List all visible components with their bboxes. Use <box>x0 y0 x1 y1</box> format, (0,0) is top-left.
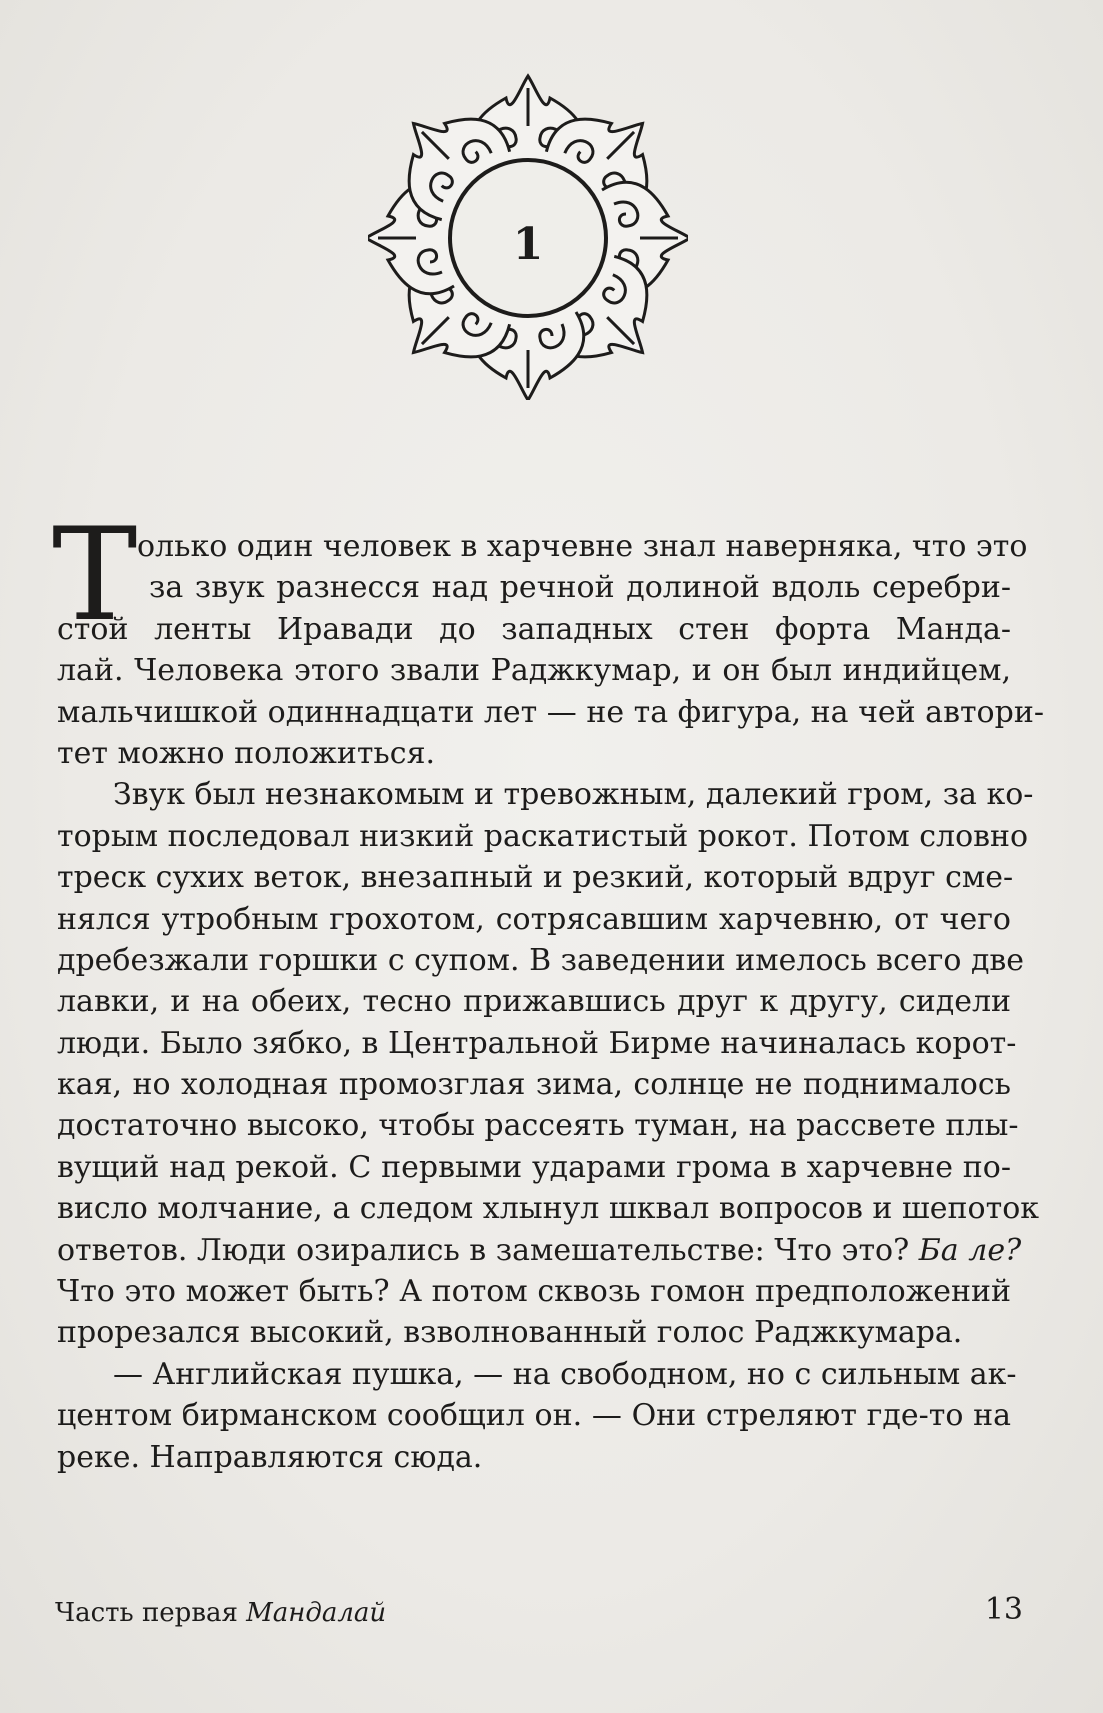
paragraph-1 <box>52 501 1044 774</box>
text-line: кая, но холодная промозглая зима, солнце не поднималось <box>57 1067 1011 1103</box>
text-line: Что это может быть? А потом сквозь гомон предположений <box>57 1274 1011 1310</box>
text-line: лай. Человека этого звали Раджкумар, и он был индийцем, <box>57 653 1011 689</box>
paragraph-2 <box>57 774 1040 1353</box>
text-line: прорезался высокий, взволнованный голос Раджкумара. <box>57 1315 963 1351</box>
text-line: центом бирманском сообщил он. — Они стреляют где-то на <box>57 1398 1011 1434</box>
page-number: 13 <box>984 1592 1023 1627</box>
text-line-with-italic <box>57 1230 1022 1271</box>
text-line: треск сухих веток, внезапный и резкий, который вдруг сме- <box>57 860 1014 896</box>
text-line: лавки, и на обеих, тесно прижавшись друг к другу, сидели <box>57 984 1011 1020</box>
text-line: за звук разнесся над речной долиной вдоль серебри- <box>149 570 1011 606</box>
part-label: Часть первая <box>55 1598 238 1628</box>
text-line: люди. Было зябко, в Центральной Бирме начиналась корот- <box>57 1025 1017 1061</box>
text-line: стой ленты Иравади до западных стен форта Манда- <box>57 611 1011 647</box>
text-line: — Английская пушка, — на свободном, но с сильным ак- <box>113 1356 1017 1392</box>
text-line: торым последовал низкий раскатистый рокот. Потом словно <box>57 818 1029 854</box>
chapter-number: 1 <box>512 218 544 270</box>
chapter-text <box>52 501 1044 1478</box>
text-line: ответов. Люди озирались в замешательстве: Что это? <box>57 1232 919 1268</box>
part-title: Мандалай <box>246 1598 387 1628</box>
text-line: реке. Направляются сюда. <box>57 1439 483 1475</box>
text-line: нялся утробным грохотом, сотрясавшим харчевню, от чего <box>57 901 1011 937</box>
text-line: вущий над рекой. С первыми ударами грома в харчевне по- <box>57 1149 1011 1185</box>
running-footer <box>55 1598 386 1628</box>
drop-cap: Т <box>52 501 138 650</box>
text-line: дребезжали горшки с супом. В заведении имелось всего две <box>57 942 1025 978</box>
text-line: тет можно положиться. <box>57 735 436 771</box>
text-line: достаточно высоко, чтобы рассеять туман, на рассвете плы- <box>57 1108 1019 1144</box>
italic-insert: Ба ле? <box>918 1232 1022 1268</box>
paragraph-3 <box>57 1354 1017 1478</box>
text-line: Звук был незнакомым и тревожным, далекий гром, за ко- <box>113 777 1034 813</box>
text-line: мальчишкой одиннадцати лет — не та фигура, на чей автори- <box>57 694 1044 730</box>
text-line: олько один человек в харчевне знал наверняка, что это <box>137 529 1028 564</box>
text-line: висло молчание, а следом хлынул шквал вопросов и шепоток <box>57 1191 1040 1227</box>
